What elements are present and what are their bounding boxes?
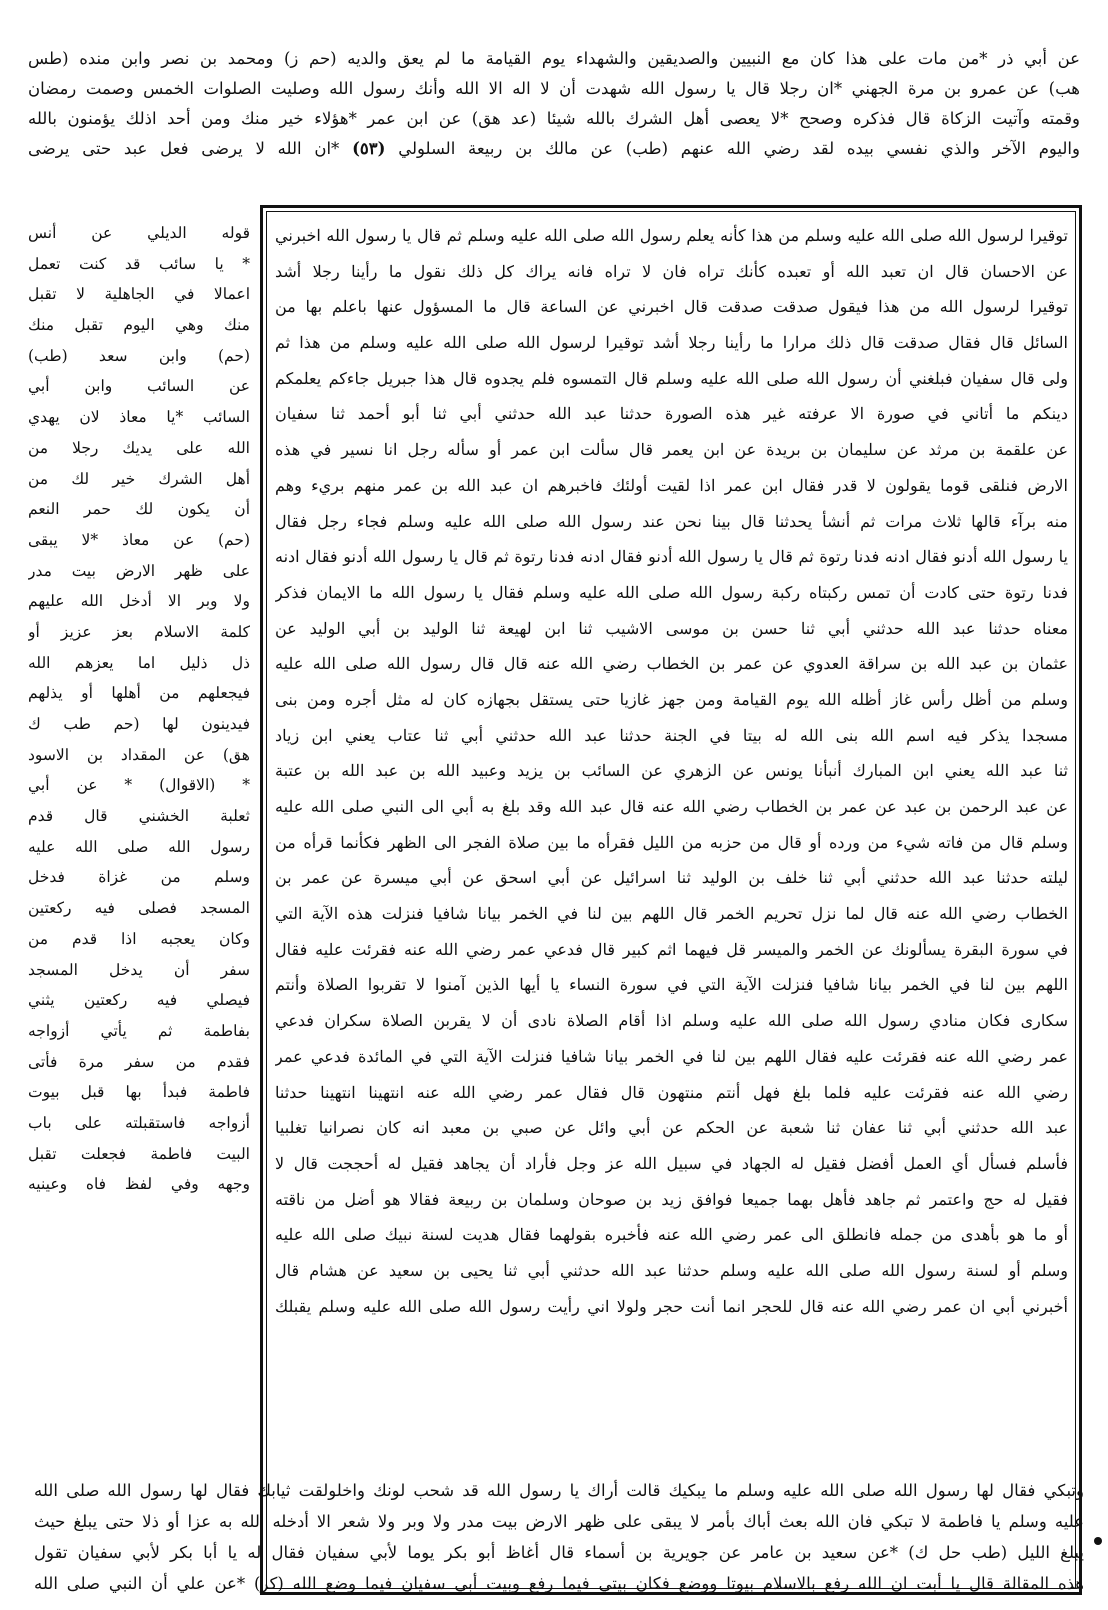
side-margin-column xyxy=(28,218,250,1200)
main-line: عمر رضي الله عنه فقرئت عليه فقال اللهم بين لنا في الخمر بيانا شافيا فنزلت الآية التي في المائدة فدعي عمر xyxy=(275,1046,1068,1066)
top-line-left-segment: *ان الله لا يرضى فعل عبد حتى يرضى xyxy=(28,139,340,158)
side-line: * يا سائب قد كنت تعمل xyxy=(28,254,250,273)
top-line: وقمته وآتيت الزكاة قال فذكره وصحح *لا يعصى أهل الشرك بالله شيئا (عد هق) عن ابن عمر *هؤلاء خير منك ومن أحد اذلك يؤمنون بالله xyxy=(28,109,1080,128)
main-line: وسلم أو لسنة رسول الله صلى الله عليه وسلم حدثنا عبد الله حدثني أبي ثنا يحيى بن سعيد عن هشام قال xyxy=(275,1260,1068,1280)
bottom-line: وتبكي فقال لها رسول الله صلى الله عليه وسلم ما يبكيك قالت أراك يا رسول الله قد شحب لونك واخلولقت ثيابك فقال لها رسول الله صلى الله xyxy=(34,1481,1084,1500)
top-line-with-page-number xyxy=(28,134,1080,164)
main-line: فدنا رتوة حتى كادت أن تمس ركبتاه ركبة رسول الله صلى الله عليه وسلم فقال يا رسول الله ما الايمان فذكر xyxy=(275,582,1068,602)
bottom-line: هذه المقالة قال يا أبت ان الله رفع بالاسلام بيوتا ووضع فكان بيتي فيما رفع وبيت أبي سفيان فيما وضع الله (كر) *عن علي أن النبي صلى الله xyxy=(34,1574,1084,1593)
main-line: وسلم قال من فاته شيء من ورده أو قال من حزبه من الليل فقرأه ما بين صلاة الفجر الى الظهر فكأنما قرأه من xyxy=(275,832,1068,852)
main-framed-text xyxy=(275,218,1068,1324)
side-line: أن يكون لك حمر النعم xyxy=(28,500,250,519)
main-line: توقيرا لرسول الله صلى الله عليه وسلم من هذا كأنه يعلم رسول الله صلى الله عليه وسلم ثم قال يا رسول الله اخبرني xyxy=(275,226,1068,245)
main-line: توقيرا لرسول الله من هذا فيقول صدقت صدقت قال اخبرني عن الساعة قال ما المسؤول عنها باعلم بها من xyxy=(275,297,1068,317)
side-line: هق) عن المقداد بن الاسود xyxy=(28,745,250,764)
side-line: قوله الديلي عن أنس xyxy=(28,224,250,242)
bottom-line: عليه وسلم يا فاطمة لا تبكي فان الله بعث أباك بأمر لا يبقى على ظهر الارض بيت مدر ولا وبر ولا شعر الا أدخله الله به عزا أو ذلا حتى يبلغ حيث xyxy=(34,1512,1084,1531)
side-line: * (الاقوال) * عن أبي xyxy=(28,776,250,795)
side-line: فاطمة فبدأ بها قبل بيوت xyxy=(28,1083,250,1102)
main-line: مسجدا يذكر فيه اسم الله بنى الله له بيتا في الجنة حدثنا عبد الله حدثني أبي ثنا عتاب يعني ابن زياد xyxy=(275,725,1068,745)
side-line: ثعلبة الخشني قال قدم xyxy=(28,807,250,826)
main-line: الارض فنلقى قوما يقولون لا قدر فقال ابن عمر اذا لقيت أولئك فاخبرهم ان عبد الله بن عمر منهم بريء وهم xyxy=(275,475,1068,495)
side-line: سفر أن يدخل المسجد xyxy=(28,960,250,979)
main-line: أو ما هو بأهدى من جمله فانطلق الى عمر رضي الله عنه فأخبره بقولهما فقال هديت لسنة نبيك صلى الله عليه xyxy=(275,1225,1068,1245)
side-line: السائب *يا معاذ لان يهدي xyxy=(28,408,250,427)
bottom-line: يبلغ الليل (طب حل ك) *عن سعيد بن عامر عن جويرية بن أسماء قال أغاظ أبو بكر يوما لأبي سفيان فقال له يا أبا بكر لأبي سفيان تقول xyxy=(34,1543,1084,1562)
side-line: رسول الله صلى الله عليه xyxy=(28,837,250,856)
page-number: (٥٣) xyxy=(352,139,386,158)
side-line: (حم) وابن سعد (طب) xyxy=(28,346,250,365)
side-line: (حم) عن معاذ *لا يبقى xyxy=(28,530,250,549)
main-line: فقيل له حج واعتمر ثم جاهد فأهل بهما جميعا فوافق زيد بن صوحان وسلمان بن ربيعة فقالا هو أضل من ناقته xyxy=(275,1189,1068,1209)
main-line: ليلته حدثنا عبد الله حدثني أبي ثنا خلف بن الوليد ثنا اسرائيل عن أبي اسحق عن أبي ميسرة عن عمر بن xyxy=(275,868,1068,888)
side-line: فقدم من سفر مرة فأتى xyxy=(28,1052,250,1071)
main-line: عبد الله حدثني أبي ثنا عفان ثنا شعبة عن الحكم عن أبي وائل عن صبي بن معبد انه كان نصرانيا تغلبيا xyxy=(275,1118,1068,1138)
top-line: عن أبي ذر *من مات على هذا كان مع النبيين والصديقين والشهداء يوم القيامة ما لم يعق والديه (حم ز) ومحمد بن نصر وابن منده (طس xyxy=(28,49,1080,68)
main-line: معناه حدثنا عبد الله حدثني أبي ثنا حسن بن موسى الاشيب ثنا ابن لهيعة ثنا الوليد بن أبي الوليد عن xyxy=(275,618,1068,638)
side-line: ذل ذليل اما يعزهم الله xyxy=(28,653,250,672)
main-line: اللهم بين لنا في الخمر بيانا شافيا فنزلت الآية التي في سورة النساء يا أيها الذين آمنوا لا تقربوا الصلاة وأنتم xyxy=(275,975,1068,995)
side-line: فيجعلهم من أهلها أو يذلهم xyxy=(28,684,250,703)
bottom-text-block xyxy=(34,1475,1084,1599)
main-line: فأسلم فسأل أي العمل أفضل فقيل له الجهاد في سبيل الله عز وجل فأراد أن يجاهد فقيل له أحججت قال لا xyxy=(275,1153,1068,1173)
side-line: الله على يديك رجلا من xyxy=(28,438,250,457)
main-line: ولى قال سفيان فبلغني أن رسول الله صلى الله عليه وسلم قال التمسوه فلم يجدوه قال هذا جبريل جاءكم يعلمكم xyxy=(275,368,1068,388)
main-line: منه برآء قالها ثلاث مرات ثم أنشأ يحدثنا قال بينا نحن عند رسول الله صلى الله عليه وسلم فجاء رجل فقال xyxy=(275,511,1068,531)
top-text-block xyxy=(28,44,1080,164)
main-line: سكارى فكان منادي رسول الله صلى الله عليه وسلم اذا أقام الصلاة نادى أن لا يقربن الصلاة سكران فدعي xyxy=(275,1011,1068,1031)
side-line: بفاطمة ثم يأتي أزواجه xyxy=(28,1021,250,1040)
main-line: رضي الله عنه فقرئت عليه فلما بلغ فهل أنتم منتهون قال فقال عمر رضي الله عنه انتهينا انتهينا حدثنا xyxy=(275,1082,1068,1102)
side-line: كلمة الاسلام بعز عزيز أو xyxy=(28,622,250,641)
side-line: على ظهر الارض بيت مدر xyxy=(28,561,250,580)
side-line: فيصلي فيه ركعتين يثني xyxy=(28,991,250,1010)
side-line: أهل الشرك خير لك من xyxy=(28,469,250,488)
main-line: ثنا عبد الله يعني ابن المبارك أنبأنا يونس عن الزهري عن السائب بن يزيد وعبيد الله بن عبد الله بن عتبة xyxy=(275,761,1068,781)
top-line: هب) عن عمرو بن مرة الجهني *ان رجلا قال يا رسول الله شهدت أن لا اله الا الله وأنك رسول الله وصليت الصلوات الخمس وصمت رمضان xyxy=(28,79,1080,98)
side-line: وسلم من غزاة فدخل xyxy=(28,868,250,887)
main-line: دينكم ما أتاني في صورة الا عرفته غير هذه الصورة حدثنا عبد الله حدثني أبي ثنا أبو أحمد ثنا سفيان xyxy=(275,404,1068,424)
main-line: عن الاحسان قال ان تعبد الله أو تعبده كأنك تراه فان لا تراه فانه يراك كل ذلك نقول ما رأينا رجلا أشد xyxy=(275,261,1068,281)
side-line: المسجد فصلى فيه ركعتين xyxy=(28,899,250,918)
main-line: الخطاب رضي الله عنه قال لما نزل تحريم الخمر قال اللهم بين لنا في الخمر بيانا شافيا فنزلت هذه الآية التي xyxy=(275,904,1068,924)
main-line: عن عبد الرحمن بن عبد عن عمر بن الخطاب رضي الله عنه قال عبد الله وقد بلغ به أبي الى النبي صلى الله عليه xyxy=(275,797,1068,816)
main-line: وسلم من أظل رأس غاز أظله الله يوم القيامة ومن جهز غازيا حتى يستقل بجهازه كان له مثل أجره ومن بنى xyxy=(275,689,1068,709)
side-line: البيت فاطمة فجعلت تقبل xyxy=(28,1144,250,1163)
main-line: يا رسول الله أدنو فقال ادنه فدنا رتوة ثم قال يا رسول الله أدنو فقال ادنه فدنا رتوة ثم قال يا رسول الله أدنو فقال ادنه xyxy=(275,547,1068,567)
side-line: وجهه وفي لفظ فاه وعينيه xyxy=(28,1175,250,1194)
side-line: عن السائب وابن أبي xyxy=(28,377,250,396)
top-line-right-segment: واليوم الآخر والذي نفسي بيده لقد رضي الله عنهم (طب) عن مالك بن ربيعة السلولي xyxy=(398,139,1080,158)
main-line: السائل قال فقال صدقت قال ذلك مرارا ما رأينا رجلا أشد توقيرا لرسول الله صلى الله عليه وسلم من هذا ثم xyxy=(275,333,1068,353)
main-line: أخبرني أبي ان عمر رضي الله عنه قال للحجر انما أنت حجر ولولا اني رأيت رسول الله صلى الله عليه وسلم يقبلك xyxy=(275,1296,1068,1316)
main-line: عن علقمة بن مرثد عن سليمان بن بريدة عن ابن يعمر قال سألت ابن عمر أو سأله رجل انا نسير في هذه xyxy=(275,440,1068,460)
side-line: فيدينون لها (حم طب ك xyxy=(28,715,250,733)
side-line: ولا وبر الا أدخل الله عليهم xyxy=(28,592,250,611)
margin-dot-mark xyxy=(1094,1537,1102,1545)
side-line: أزواجه فاستقبلته على باب xyxy=(28,1113,250,1132)
main-line: عثمان بن عبد الله بن سراقة العدوي عن عمر بن الخطاب رضي الله عنه قال قال رسول الله صلى الله عليه xyxy=(275,654,1068,674)
side-line: اعمالا في الجاهلية لا تقبل xyxy=(28,285,250,304)
main-line: في سورة البقرة يسألونك عن الخمر والميسر قل فيهما اثم كبير قال فدعي عمر رضي الله عنه فقرئت عليه فقال xyxy=(275,939,1068,959)
side-line: منك وهي اليوم تقبل منك xyxy=(28,316,250,335)
side-line: وكان يعجبه اذا قدم من xyxy=(28,929,250,948)
